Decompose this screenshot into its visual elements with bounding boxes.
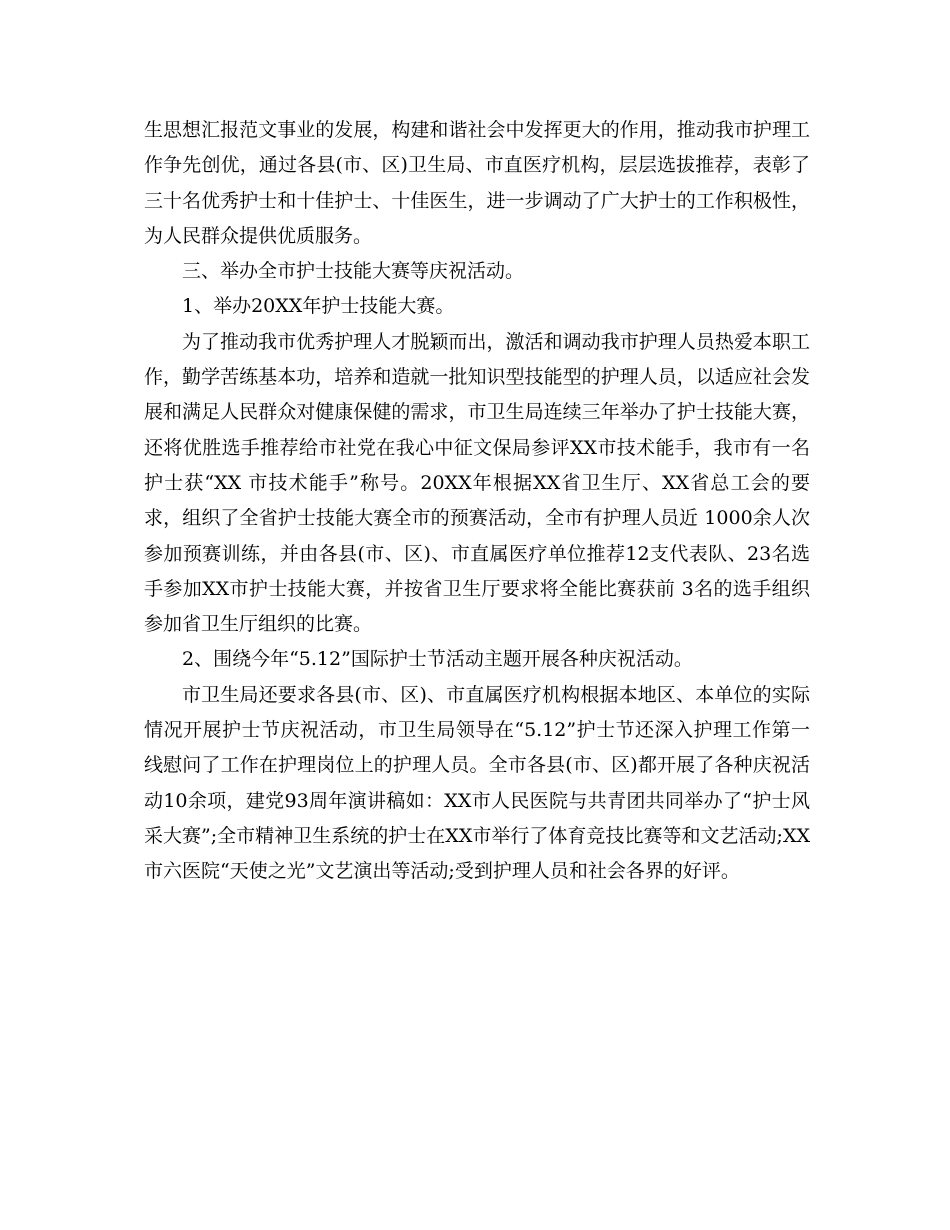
paragraph-nurses-day: 市卫生局还要求各县(市、区)、市直属医疗机构根据本地区、本单位的实际情况开展护士节庆祝活动，市卫生局领导在“5.12”护士节还深入护理工作第一线慰问了工作在护理岗位上的护理人员。全市各县(市、区)都开展了各种庆祝活动10余项，建党93周年演讲稿如：XX市人民医院与共青团共同举办了“护士风采大赛”;全市精神卫生系统的护士在XX市举行了体育竞技比赛等和文艺活动;XX市六医院“天使之光”文艺演出等活动;受到护理人员和社会各界的好评。 (144, 683, 810, 883)
document-page (144, 113, 810, 890)
paragraph-continued: 生思想汇报范文事业的发展，构建和谐社会中发挥更大的作用，推动我市护理工作争先创优，通过各县(市、区)卫生局、市直医疗机构，层层选拔推荐，表彰了三十名优秀护士和十佳护士、十佳医生，进一步调动了广大护士的工作积极性，为人民群众提供优质服务。 (144, 119, 810, 247)
section-heading-three: 三、举办全市护士技能大赛等庆祝活动。 (182, 260, 525, 283)
subheading-one: 1、举办20XX年护士技能大赛。 (182, 295, 455, 318)
paragraph-skills-contest: 为了推动我市优秀护理人才脱颖而出，激活和调动我市护理人员热爱本职工作，勤学苦练基本功，培养和造就一批知识型技能型的护理人员，以适应社会发展和满足人民群众对健康保健的需求，市卫生局连续三年举办了护士技能大赛，还将优胜选手推荐给市社党在我心中征文保局参评XX市技术能手，我市有一名护士获“XX 市技术能手”称号。20XX年根据XX省卫生厅、XX省总工会的要求，组织了全省护士技能大赛全市的预赛活动，全市有护理人员近 1000余人次参加预赛训练，并由各县(市、区)、市直属医疗单位推荐12支代表队、23名选手参加XX市护士技能大赛，并按省卫生厅要求将全能比赛获前 3名的选手组织参加省卫生厅组织的比赛。 (144, 330, 810, 636)
subheading-two: 2、围绕今年“5.12”国际护士节活动主题开展各种庆祝活动。 (182, 648, 693, 671)
